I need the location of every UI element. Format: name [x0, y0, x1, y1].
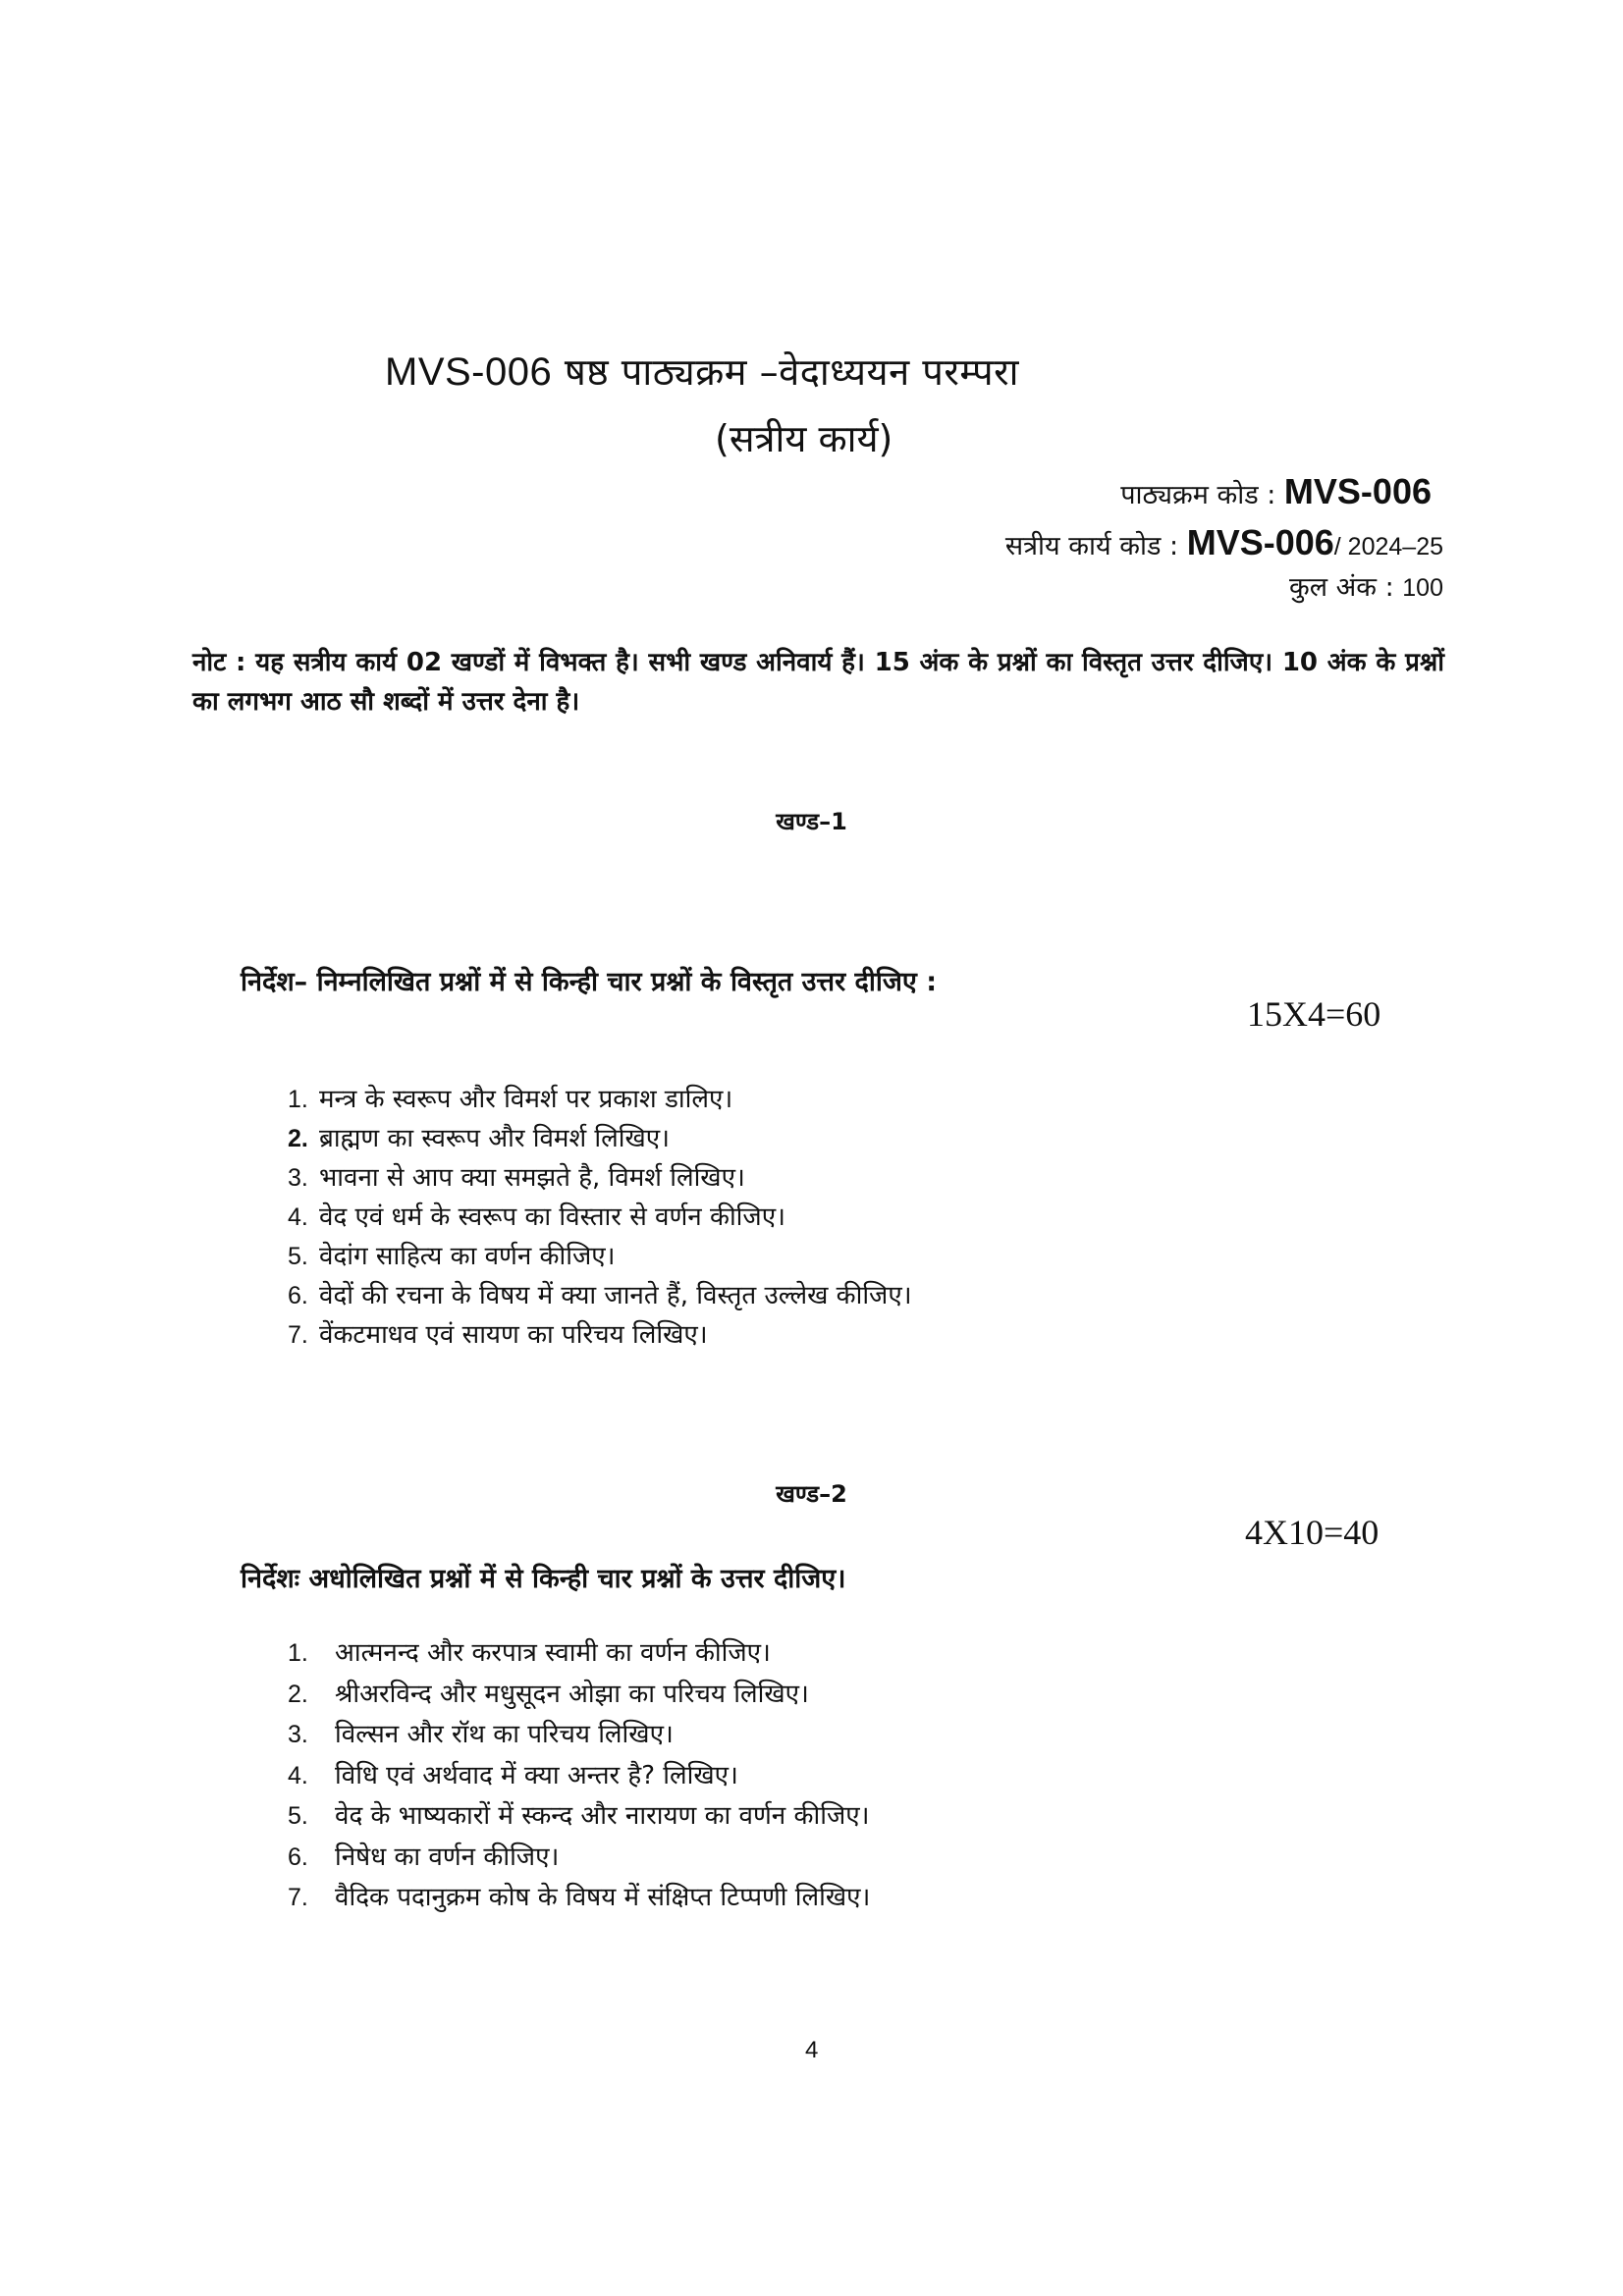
- section-1-instruction: निर्देश– निम्नलिखित प्रश्नों में से किन्ही चार प्रश्नों के विस्तृत उत्तर दीजिए :: [241, 967, 938, 997]
- question-item: [288, 1838, 870, 1879]
- question-text: वेदांग साहित्य का वर्णन कीजिए।: [319, 1242, 616, 1271]
- question-text: वेद एवं धर्म के स्वरूप का विस्तार से वर्णन कीजिए।: [319, 1202, 785, 1232]
- question-text: निषेध का वर्णन कीजिए।: [335, 1842, 560, 1872]
- total-marks-line: [1289, 567, 1443, 604]
- question-item: [288, 1080, 912, 1119]
- document-title: [385, 346, 1019, 397]
- question-number: 2.: [288, 1125, 308, 1152]
- question-number: 4.: [288, 1761, 308, 1789]
- question-item: [288, 1119, 912, 1158]
- question-number: 5.: [288, 1243, 308, 1270]
- course-code-line: [1120, 471, 1432, 512]
- question-text: विल्सन और रॉथ का परिचय लिखिए।: [335, 1720, 674, 1749]
- document-subtitle: (सत्रीय कार्य): [715, 417, 893, 460]
- question-number: 7.: [288, 1884, 308, 1911]
- question-text: ब्राह्मण का स्वरूप और विमर्श लिखिए।: [319, 1124, 671, 1153]
- assignment-code-label: सत्रीय कार्य कोड :: [1004, 531, 1179, 561]
- question-item: [288, 1675, 870, 1716]
- question-item: [288, 1198, 912, 1237]
- section-1-marks: 15X4=60: [1247, 994, 1381, 1034]
- question-text: वेंकटमाधव एवं सायण का परिचय लिखिए।: [319, 1320, 708, 1350]
- section-2-marks: 4X10=40: [1245, 1513, 1380, 1552]
- section-1-question-list: [288, 1080, 912, 1355]
- question-number: 1.: [288, 1086, 308, 1113]
- course-code-label: पाठ्यक्रम कोड :: [1120, 480, 1276, 510]
- question-number: 3.: [288, 1164, 308, 1192]
- question-item: [288, 1276, 912, 1315]
- assignment-note: नोट : यह सत्रीय कार्य 02 खण्डों में विभक्त है। सभी खण्ड अनिवार्य हैं। 15 अंक के प्रश्नों का विस्तृत उत्तर दीजिए। 10 अंक के प्रश्नों का लगभग आठ सौ शब्दों में उत्तर देना है।: [192, 648, 1444, 717]
- question-item: [288, 1715, 870, 1756]
- question-item: [288, 1315, 912, 1355]
- question-number: 1.: [288, 1639, 308, 1667]
- section-2-instruction: निर्देशः अधोलिखित प्रश्नों में से किन्ही चार प्रश्नों के उत्तर दीजिए।: [241, 1564, 846, 1594]
- title-text: षष्ठ पाठ्यक्रम –वेदाध्ययन परम्परा: [564, 350, 1019, 394]
- assignment-code-suffix: / 2024–25: [1333, 533, 1443, 561]
- question-text: श्रीअरविन्द और मधुसूदन ओझा का परिचय लिखिए।: [335, 1679, 809, 1709]
- section-2-heading: खण्ड–2: [776, 1480, 847, 1508]
- question-text: आत्मनन्द और करपात्र स्वामी का वर्णन कीजिए।: [335, 1638, 771, 1668]
- question-item: [288, 1796, 870, 1838]
- section-2-question-list: [288, 1633, 870, 1919]
- question-item: [288, 1633, 870, 1675]
- title-course-code: MVS-006: [385, 350, 553, 394]
- question-text: वैदिक पदानुक्रम कोष के विषय में संक्षिप्त टिप्पणी लिखिए।: [335, 1883, 871, 1912]
- question-text: मन्त्र के स्वरूप और विमर्श पर प्रकाश डालिए।: [319, 1085, 733, 1114]
- question-text: वेद के भाष्यकारों में स्कन्द और नारायण का वर्णन कीजिए।: [335, 1801, 870, 1831]
- course-code-value: MVS-006: [1283, 471, 1432, 511]
- question-text: विधि एवं अर्थवाद में क्या अन्तर है? लिखिए।: [335, 1760, 738, 1790]
- question-text: भावना से आप क्या समझते है, विमर्श लिखिए।: [319, 1163, 745, 1193]
- section-1-heading: खण्ड–1: [776, 808, 847, 835]
- question-number: 7.: [288, 1321, 308, 1349]
- question-item: [288, 1158, 912, 1198]
- question-number: 4.: [288, 1203, 308, 1231]
- question-number: 5.: [288, 1802, 308, 1830]
- total-marks-label: कुल अंक :: [1289, 572, 1394, 603]
- question-number: 3.: [288, 1721, 308, 1748]
- question-item: [288, 1237, 912, 1276]
- page-number: 4: [805, 2037, 819, 2063]
- question-item: [288, 1878, 870, 1919]
- assignment-code-line: [1005, 522, 1443, 563]
- question-number: 2.: [288, 1680, 308, 1708]
- question-item: [288, 1756, 870, 1797]
- question-text: वेदों की रचना के विषय में क्या जानते हैं, विस्तृत उल्लेख कीजिए।: [319, 1281, 912, 1310]
- assignment-code-value: MVS-006: [1186, 522, 1334, 562]
- question-number: 6.: [288, 1842, 308, 1871]
- question-number: 6.: [288, 1282, 308, 1309]
- total-marks-value: 100: [1402, 574, 1443, 602]
